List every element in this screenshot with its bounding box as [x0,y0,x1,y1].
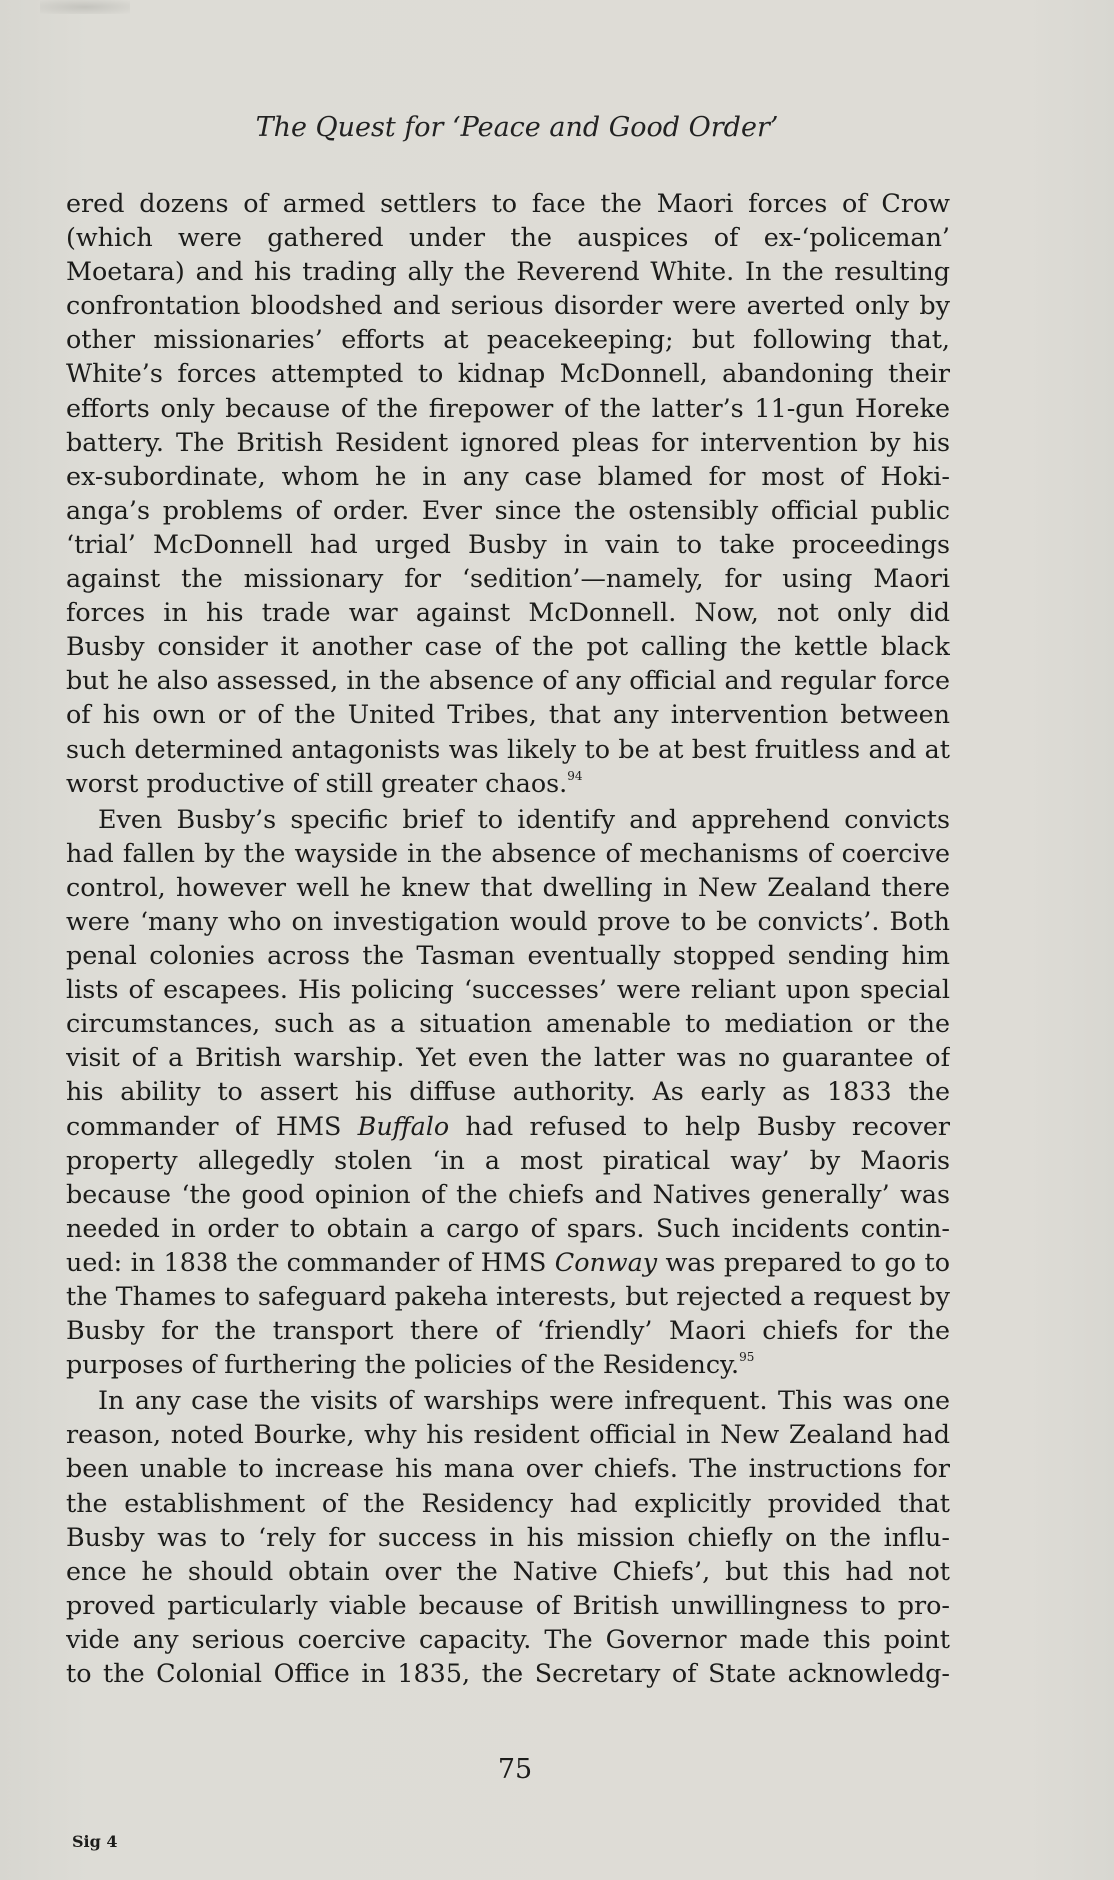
text-line [66,1245,950,1279]
ship-name-buffalo: Buffalo [357,1110,450,1141]
text-fragment: purposes of furthering the policies of the Residency. [66,1349,740,1380]
text-line: anga’s problems of order. Ever since the ostensibly official public [66,494,950,525]
text-line [66,766,950,800]
text-line: were ‘many who on investigation would prove to be convicts’. Both [66,905,950,936]
text-line [66,1347,950,1381]
text-fragment: ued: in 1838 the commander of HMS [66,1246,555,1277]
text-fragment: had refused to help Busby recover [449,1110,950,1141]
text-line: visit of a British warship. Yet even the latter was no guarantee of [66,1042,950,1073]
text-line: ‘trial’ McDonnell had urged Busby in vain to take proceedings [66,528,950,559]
text-line: forces in his trade war against McDonnell. Now, not only did [66,597,950,628]
text-line: confrontation bloodshed and serious disorder were averted only by [66,290,950,321]
running-head: The Quest for ‘Peace and Good Order’ [255,112,779,143]
text-line: but he also assessed, in the absence of any official and regular force [66,665,950,696]
text-line: property allegedly stolen ‘in a most piratical way’ by Maoris [66,1144,950,1175]
text-line: to the Colonial Office in 1835, the Secretary of State acknowledg- [66,1658,950,1689]
text-line: White’s forces attempted to kidnap McDonnell, abandoning their [66,358,950,389]
text-fragment: commander of HMS [66,1110,358,1141]
ship-name-conway: Conway [554,1246,658,1277]
text-line: other missionaries’ efforts at peacekeeping; but following that, [66,324,950,355]
text-line: ered dozens of armed settlers to face the Maori forces of Crow [66,188,950,218]
text-line: because ‘the good opinion of the chiefs and Natives generally’ was [66,1178,950,1209]
text-line: control, however well he knew that dwelling in New Zealand there [66,871,950,902]
text-line: of his own or of the United Tribes, that any intervention between [66,699,950,730]
signature-mark: Sig 4 [72,1832,118,1851]
text-line: ence he should obtain over the Native Chiefs’, but this had not [66,1555,950,1586]
text-line: (which were gathered under the auspices of ex-‘policeman’ [66,222,950,253]
text-line: been unable to increase his mana over chiefs. The instructions for [66,1453,950,1484]
body-text [66,186,950,1690]
text-line: Busby was to ‘rely for success in his mission chiefly on the influ- [66,1521,950,1552]
text-line: the Thames to safeguard pakeha interests, but rejected a request by [66,1281,950,1311]
text-line: his ability to assert his diffuse authority. As early as 1833 the [66,1076,950,1107]
text-line: proved particularly viable because of British unwillingness to pro- [66,1589,950,1620]
text-line: Busby consider it another case of the pot calling the kettle black [66,631,950,662]
text-line: Even Busby’s specific brief to identify and apprehend convicts [98,803,950,834]
text-line: needed in order to obtain a cargo of spars. Such incidents contin- [66,1212,950,1243]
text-line: the establishment of the Residency had explicitly provided that [66,1487,950,1518]
footnote-ref-94[interactable]: 94 [567,768,583,783]
text-line: vide any serious coercive capacity. The Governor made this point [66,1623,950,1654]
text-line: ex-subordinate, whom he in any case blamed for most of Hoki- [66,460,950,491]
text-line: penal colonies across the Tasman eventually stopped sending him [66,940,950,971]
paragraph-2 [66,802,950,1382]
text-line: reason, noted Bourke, why his resident official in New Zealand had [66,1419,950,1450]
text-line: against the missionary for ‘sedition’—namely, for using Maori [66,563,950,594]
text-line: circumstances, such as a situation amenable to mediation or the [66,1008,950,1039]
paragraph-3 [66,1383,950,1690]
text-line: lists of escapees. His policing ‘successes’ were reliant upon special [66,974,950,1005]
text-line: Busby for the transport there of ‘friendly’ Maori chiefs for the [66,1315,950,1346]
scan-smudge [40,0,130,14]
text-line: such determined antagonists was likely to be at best fruitless and at [66,733,950,764]
page-number: 75 [497,1754,533,1785]
text-fragment: worst productive of still greater chaos. [66,767,568,798]
text-line: battery. The British Resident ignored pleas for intervention by his [66,426,950,457]
paragraph-1 [66,186,950,800]
text-line: efforts only because of the firepower of the latter’s 11-gun Horeke [66,392,950,423]
text-line: Moetara) and his trading ally the Reverend White. In the resulting [66,256,950,287]
footnote-ref-95[interactable]: 95 [739,1350,755,1365]
text-fragment: was prepared to go to [657,1246,950,1277]
text-line [66,1109,950,1143]
text-line: In any case the visits of warships were infrequent. This was one [98,1385,950,1416]
text-line: had fallen by the wayside in the absence of mechanisms of coercive [66,837,950,868]
